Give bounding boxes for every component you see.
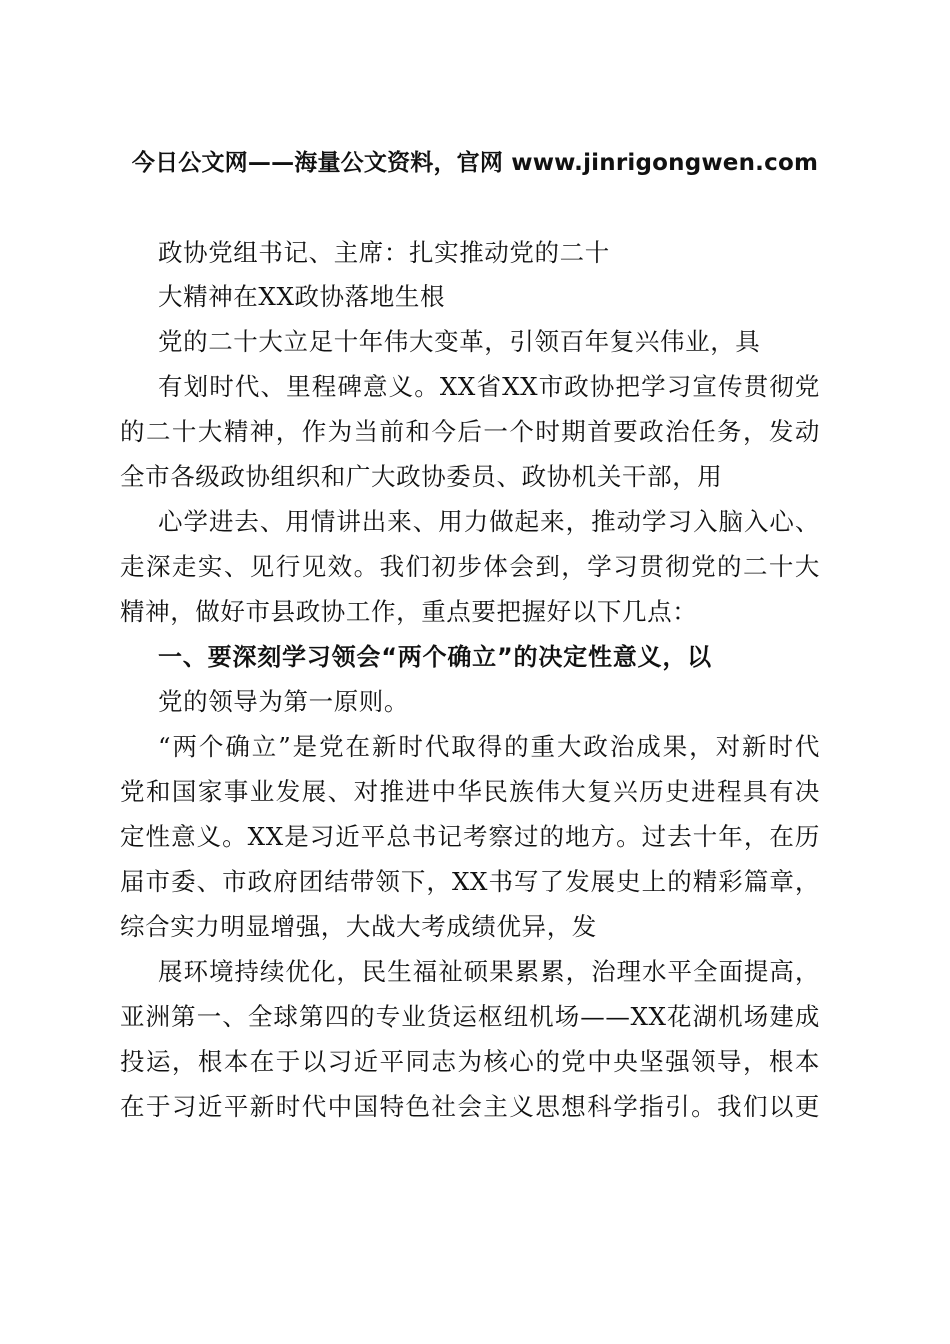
section-heading: 一、要深刻学习领会“两个确立”的决定性意义，以 bbox=[158, 643, 712, 671]
document-title-line-1: 政协党组书记、主席：扎实推动党的二十 bbox=[158, 238, 610, 267]
body-line: 有划时代、里程碑意义。XX省XX市政协把学习宣传贯彻党 bbox=[158, 372, 820, 401]
body-line: 全市各级政协组织和广大政协委员、政协机关干部，用 bbox=[120, 462, 723, 491]
body-line: 党的二十大立足十年伟大变革，引领百年复兴伟业，具 bbox=[158, 327, 761, 356]
document-title-line-2: 大精神在XX政协落地生根 bbox=[158, 282, 446, 311]
body-line: 届市委、市政府团结带领下，XX书写了发展史上的精彩篇章， bbox=[120, 867, 820, 896]
body-line: 展环境持续优化，民生福祉硕果累累，治理水平全面提高， bbox=[158, 957, 820, 986]
body-line: 定性意义。XX是习近平总书记考察过的地方。过去十年，在历 bbox=[120, 822, 820, 851]
site-header: 今日公文网——海量公文资料，官网 www.jinrigongwen.com bbox=[131, 150, 819, 176]
body-line: 精神，做好市县政协工作，重点要把握好以下几点： bbox=[120, 597, 698, 626]
body-line: 心学进去、用情讲出来、用力做起来，推动学习入脑入心、 bbox=[158, 507, 820, 536]
body-line: 投运，根本在于以习近平同志为核心的党中央坚强领导，根本 bbox=[120, 1047, 820, 1076]
body-line: 亚洲第一、全球第四的专业货运枢纽机场——XX花湖机场建成 bbox=[120, 1002, 820, 1031]
body-line: 党和国家事业发展、对推进中华民族伟大复兴历史进程具有决 bbox=[120, 777, 820, 806]
body-line: 在于习近平新时代中国特色社会主义思想科学指引。我们以更 bbox=[120, 1092, 820, 1121]
body-line: 综合实力明显增强，大战大考成绩优异，发 bbox=[120, 912, 597, 941]
body-line: 的二十大精神，作为当前和今后一个时期首要政治任务，发动 bbox=[120, 417, 820, 446]
body-line: “两个确立”是党在新时代取得的重大政治成果，对新时代 bbox=[158, 732, 820, 761]
body-line: 党的领导为第一原则。 bbox=[158, 687, 409, 716]
body-line: 走深走实、见行见效。我们初步体会到，学习贯彻党的二十大 bbox=[120, 552, 820, 581]
